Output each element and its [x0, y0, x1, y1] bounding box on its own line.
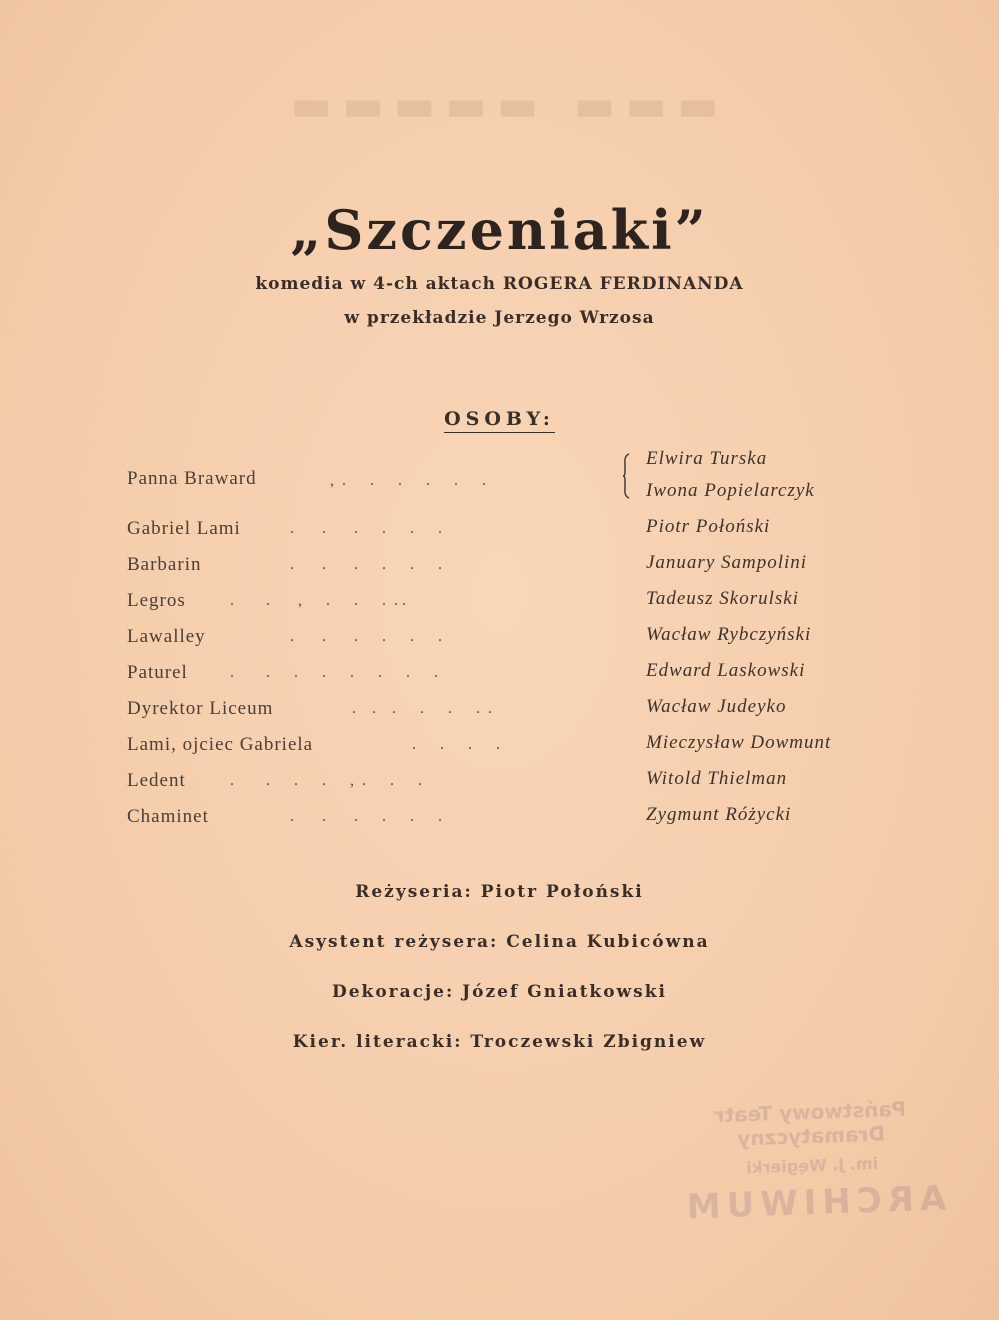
- cast-role-4: Lawalley: [127, 626, 206, 647]
- archive-stamp-line2: im. J. Węgierki: [746, 1153, 879, 1178]
- leader-dots: . . . . . .: [290, 556, 442, 573]
- archive-stamp-line3: ARCHIWUM: [680, 1178, 947, 1228]
- leader-dots: . . . . , . . .: [230, 772, 422, 789]
- archive-stamp-line1: Państwowy Teatr Dramatyczny: [714, 1096, 907, 1151]
- leader-dots: , . . . . . .: [330, 472, 486, 489]
- cast-heading-text: OSOBY:: [444, 408, 555, 433]
- cast-actor-0-0: Elwira Turska: [646, 448, 768, 469]
- cast-heading: [0, 408, 999, 430]
- cast-role-3: Legros: [127, 590, 186, 611]
- cast-actor-7-0: Mieczysław Dowmunt: [646, 732, 832, 753]
- cast-actor-5-0: Edward Laskowski: [646, 660, 806, 681]
- cast-actor-6-0: Wacław Judeyko: [646, 696, 787, 717]
- cast-role-0: Panna Braward: [127, 468, 257, 489]
- cast-actor-3-0: Tadeusz Skorulski: [646, 588, 800, 609]
- cast-actor-9-0: Zygmunt Różycki: [646, 804, 792, 825]
- leader-dots: . . . . . . .: [352, 700, 492, 717]
- credit-director: Reżyseria: Piotr Połoński: [355, 882, 644, 902]
- cast-actor-0-1: Iwona Popielarczyk: [646, 480, 815, 501]
- cast-role-1: Gabriel Lami: [127, 518, 241, 539]
- cast-actor-4-0: Wacław Rybczyński: [646, 624, 812, 645]
- leader-dots: . . . . . . . .: [230, 664, 438, 681]
- credit-set-design: Dekoracje: Józef Gniatkowski: [331, 982, 667, 1002]
- credit-literary-manager: Kier. literacki: Troczewski Zbigniew: [292, 1032, 707, 1052]
- play-subtitle-line1: komedia w 4-ch aktach ROGERA FERDINANDA: [255, 274, 744, 294]
- cast-actor-2-0: January Sampolini: [646, 552, 808, 573]
- leader-dots: . . . . . .: [290, 808, 442, 825]
- leader-dots: . . . . . .: [290, 628, 442, 645]
- cast-actor-1-0: Piotr Połoński: [646, 516, 771, 537]
- bleed-through-decoration: ▬▬▬ ▬▬▬▬▬: [280, 80, 719, 131]
- cast-role-2: Barbarin: [127, 554, 202, 575]
- cast-role-5: Paturel: [127, 662, 188, 683]
- credit-assistant-director: Asystent reżysera: Celina Kubicówna: [289, 932, 710, 952]
- archive-stamp: [660, 1095, 964, 1228]
- cast-role-7: Lami, ojciec Gabriela: [127, 734, 314, 755]
- cast-role-9: Chaminet: [127, 806, 209, 827]
- leader-dots: . . . . . .: [290, 520, 442, 537]
- play-title: „Szczeniaki”: [290, 198, 709, 262]
- play-subtitle-line2: w przekładzie Jerzego Wrzosa: [344, 308, 655, 328]
- cast-role-6: Dyrektor Liceum: [127, 698, 274, 719]
- leader-dots: . . , . . . . .: [230, 592, 406, 609]
- cast-role-8: Ledent: [127, 770, 186, 791]
- leader-dots: . . . .: [412, 736, 500, 753]
- cast-actor-8-0: Witold Thielman: [646, 768, 788, 789]
